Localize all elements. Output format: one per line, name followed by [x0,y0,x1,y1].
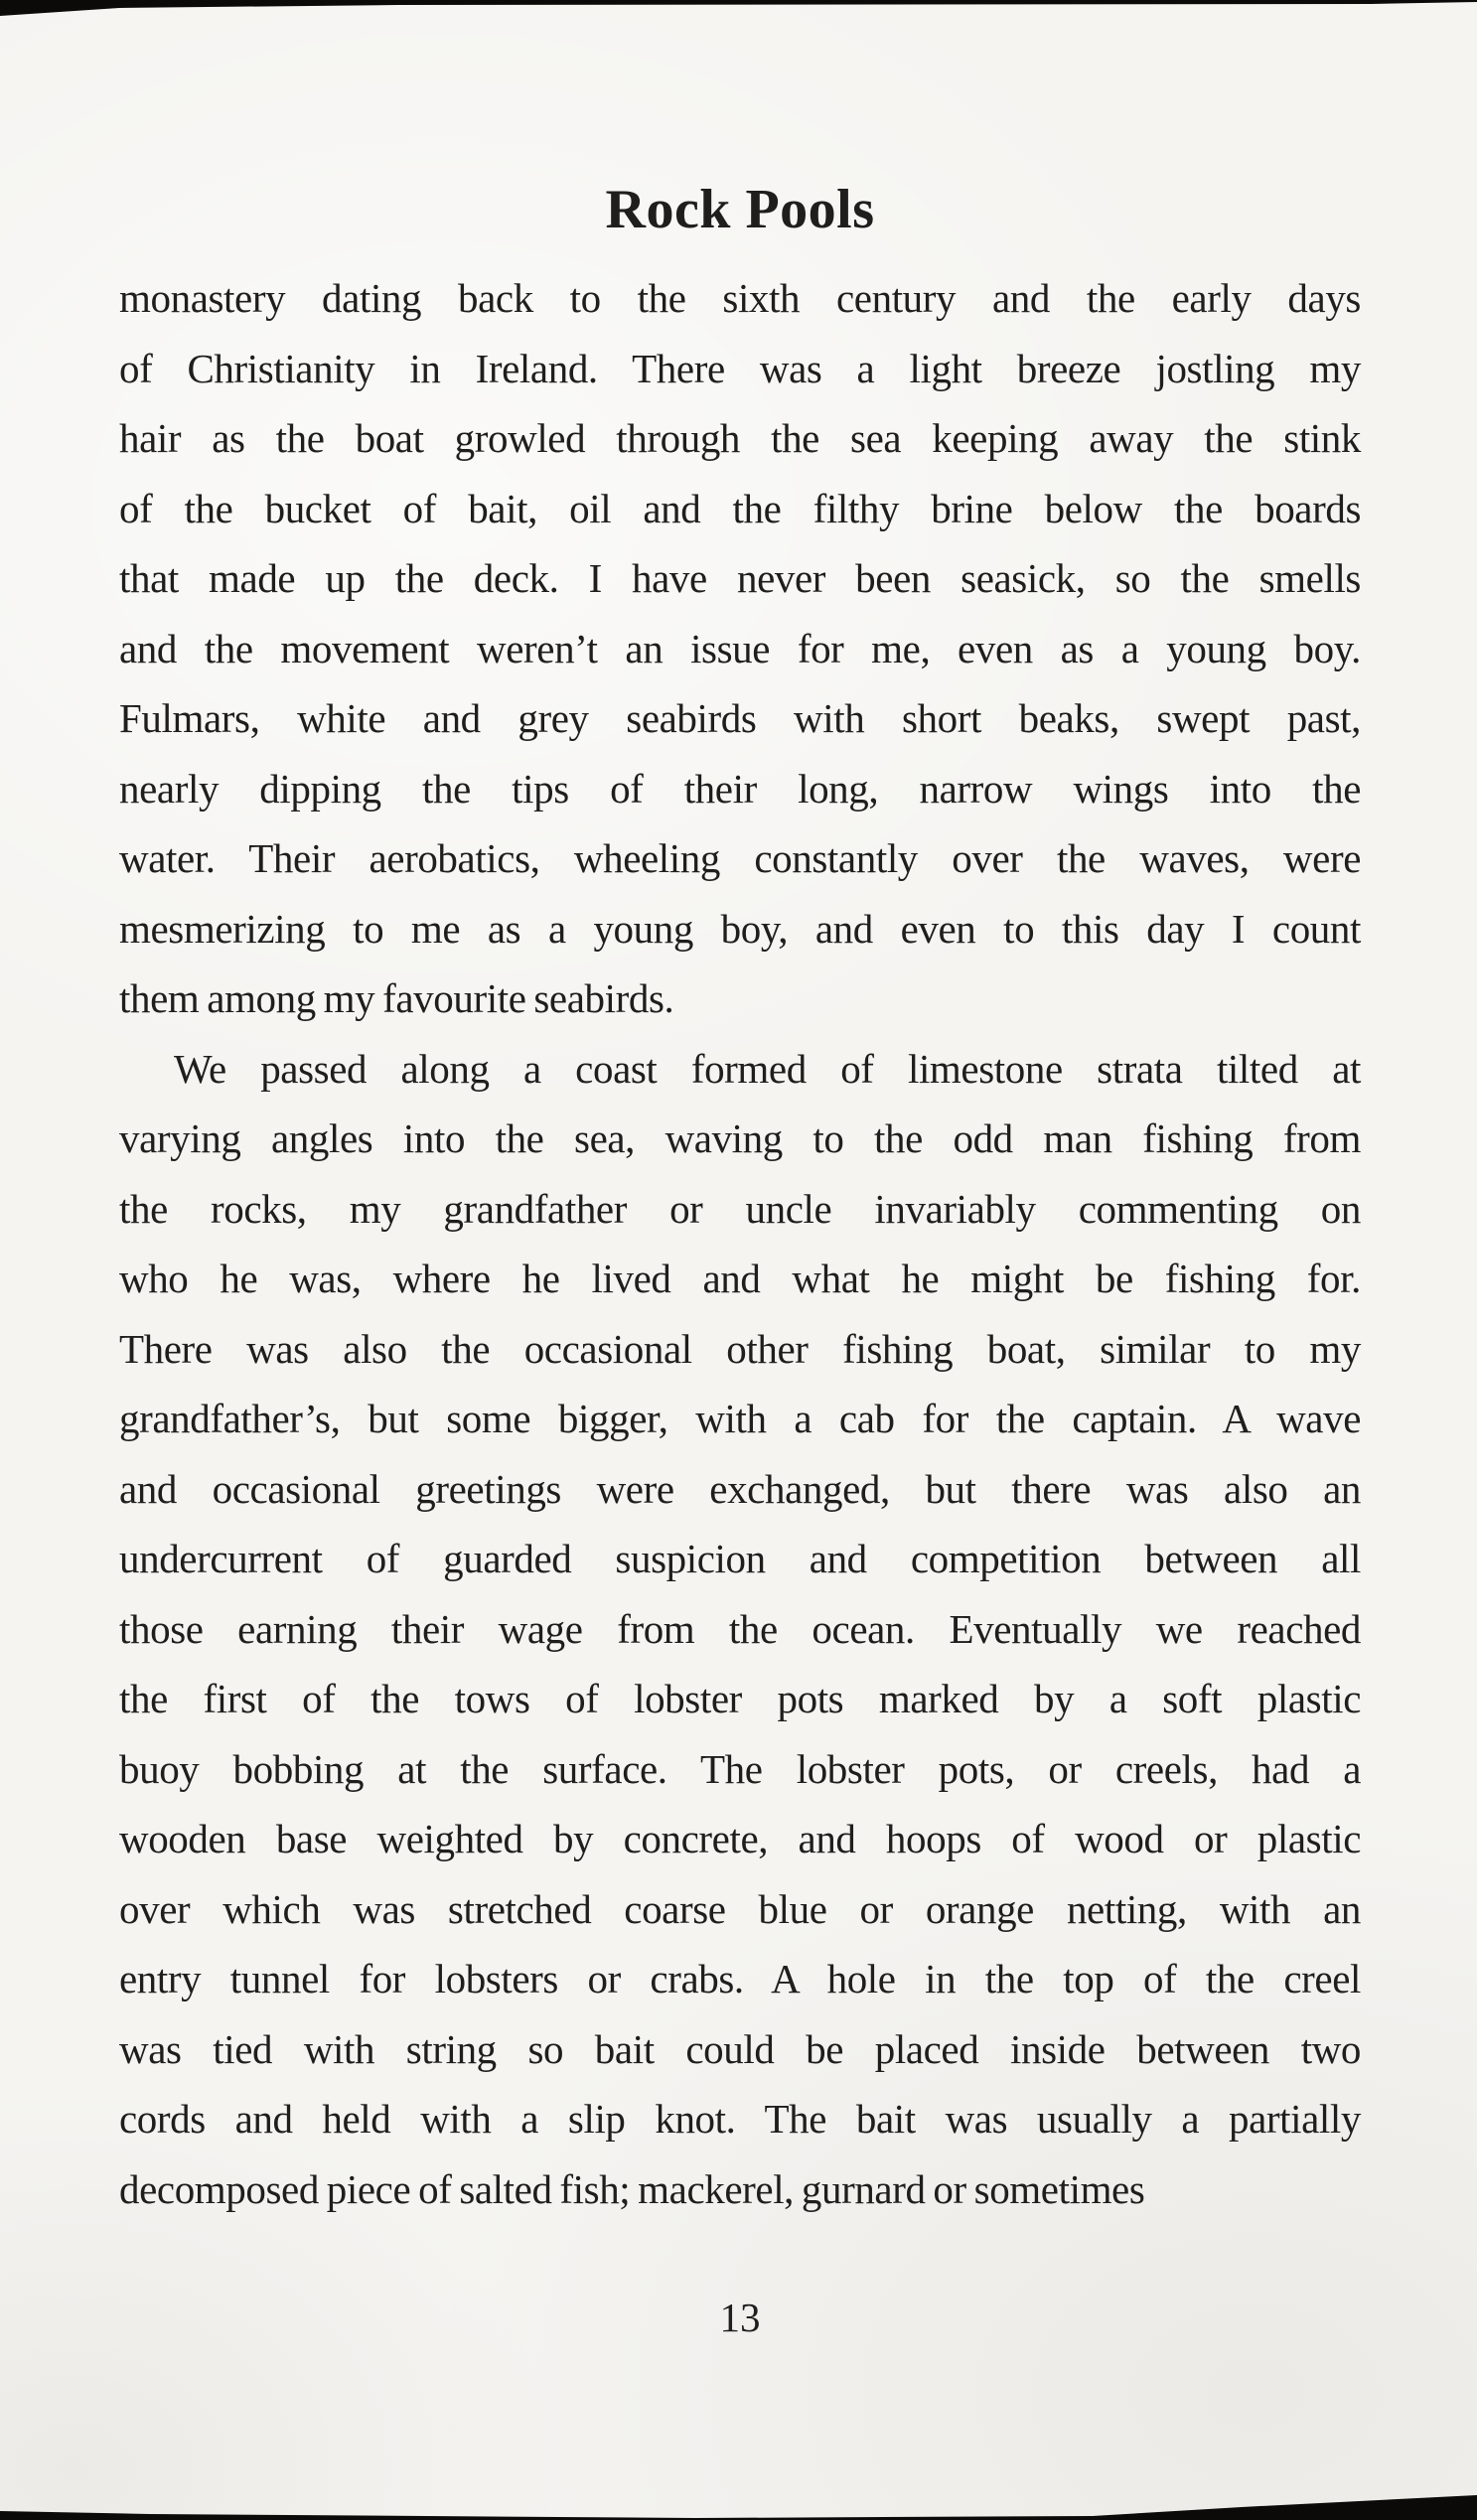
text-line: buoy bobbing at the surface. The lobster pots, or creels, had a [119,1745,1361,1792]
text-line: of the bucket of bait, oil and the filthy brine below the boards [119,485,1361,531]
text-line: and occasional greetings were exchanged, but there was also an [119,1465,1361,1512]
text-line: nearly dipping the tips of their long, narrow wings into the [119,765,1361,812]
body-text [119,263,1361,2224]
text-line: water. Their aerobatics, wheeling constantly over the waves, were [119,835,1361,881]
page-number: 13 [719,2295,761,2340]
text-line: the first of the tows of lobster pots marked by a soft plastic [119,1676,1361,1721]
text-line: There was also the occasional other fishing boat, similar to my [119,1325,1361,1372]
text-line: mesmerizing to me as a young boy, and even to this day I count [119,905,1361,952]
text-line: varying angles into the sea, waving to the odd man fishing from [119,1115,1361,1161]
text-line: monastery dating back to the sixth century and the early days [119,275,1361,321]
text-line: decomposed piece of salted fish; mackerel, gurnard or sometimes [119,2165,1145,2212]
text-line: over which was stretched coarse blue or orange netting, with an [119,1885,1361,1932]
text-line: and the movement weren’t an issue for me, even as a young boy. [119,625,1361,671]
text-line: was tied with string so bait could be placed inside between two [119,2025,1361,2072]
text-line: grandfather’s, but some bigger, with a cab for the captain. A wave [119,1396,1361,1441]
text-line: that made up the deck. I have never been seasick, so the smells [119,555,1361,601]
chapter-title: Rock Pools [605,178,875,240]
text-line: hair as the boat growled through the sea keeping away the stink [119,415,1361,461]
text-line: cords and held with a slip knot. The bait was usually a partially [119,2096,1361,2142]
text-line: wooden base weighted by concrete, and hoops of wood or plastic [119,1816,1361,1861]
text-line: those earning their wage from the ocean. Eventually we reached [119,1605,1361,1652]
text-line: who he was, where he lived and what he might be fishing for. [119,1256,1361,1301]
text-line: of Christianity in Ireland. There was a light breeze jostling my [119,345,1361,391]
text-line: We passed along a coast formed of limestone strata tilted at [174,1045,1361,1092]
text-line: the rocks, my grandfather or uncle invariably commenting on [119,1185,1361,1232]
scan-edge-bottom-artifact [0,2490,1477,2520]
text-line: entry tunnel for lobsters or crabs. A hole in the top of the creel [119,1956,1361,2001]
text-line: Fulmars, white and grey seabirds with short beaks, swept past, [119,695,1361,741]
scan-edge-top-artifact [0,0,1477,20]
text-line: undercurrent of guarded suspicion and competition between all [119,1536,1361,1581]
text-line: them among my favourite seabirds. [119,975,674,1021]
